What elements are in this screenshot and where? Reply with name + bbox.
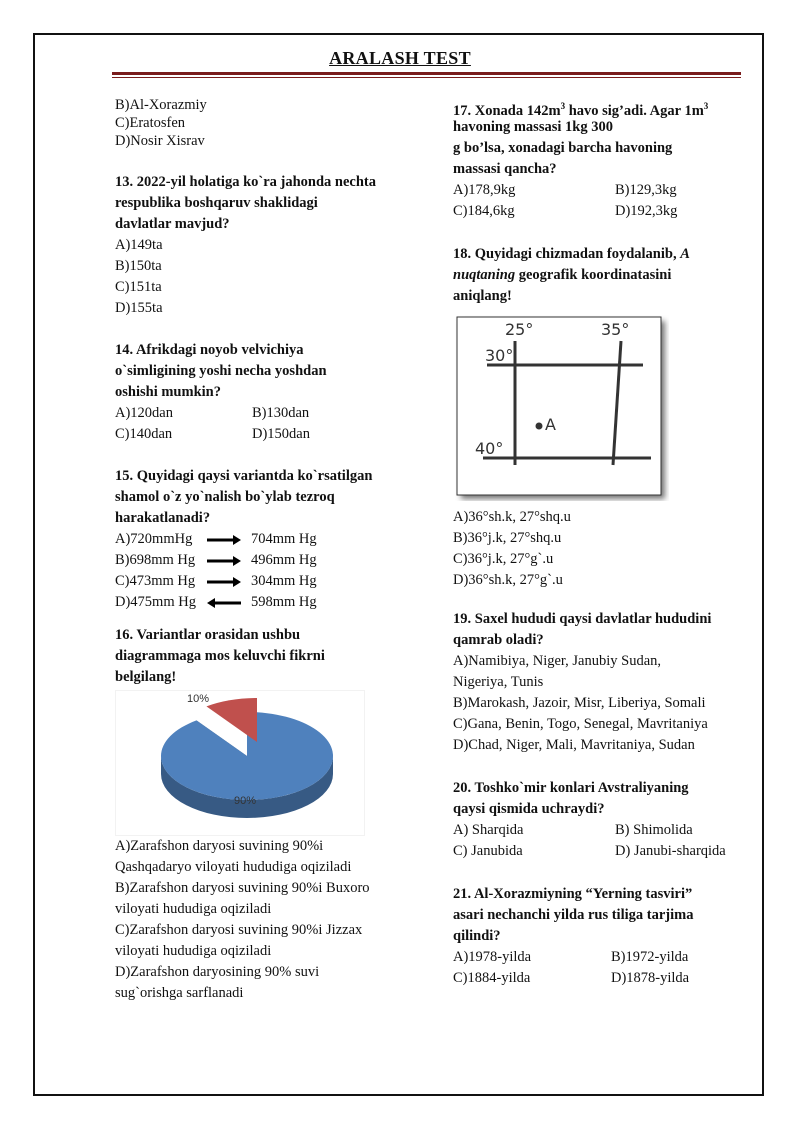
q16-option-c-2: viloyati hududiga oqiziladi (115, 943, 272, 959)
q16-option-a-1: A)Zarafshon daryosi suvining 90%i (115, 838, 324, 854)
q19-text-2: qamrab oladi? (453, 632, 544, 648)
question-13 (115, 172, 435, 319)
question-19 (453, 609, 753, 756)
q19-text-1: 19. Saxel hududi qaysi davlatlar hududini (453, 611, 712, 627)
q16-text-1: 16. Variantlar orasidan ushbu (115, 627, 301, 643)
q20-option-d: D) Janubi-sharqida (615, 843, 726, 859)
question-17 (453, 96, 753, 222)
q18-option-d: D)36°sh.k, 27°g`.u (453, 572, 563, 588)
q21-option-a: A)1978-yilda (453, 949, 532, 965)
q13-option-a: A)149ta (115, 237, 163, 253)
q18-option-c: C)36°j.k, 27°g`.u (453, 551, 554, 567)
page-title: ARALASH TEST (329, 48, 471, 68)
q20-text-2: qaysi qismida uchraydi? (453, 801, 605, 817)
q18-text-3: aniqlang! (453, 288, 512, 304)
q17-option-a: A)178,9kg (453, 182, 516, 198)
title-rule-thin (112, 77, 741, 78)
q15-option-a: A)720mmHg 704mm Hg (115, 531, 317, 547)
q15-text-3: harakatlanadi? (115, 510, 211, 526)
question-15 (115, 466, 435, 613)
q19-option-d: D)Chad, Niger, Mali, Mavritaniya, Sudan (453, 737, 695, 753)
svg-text:25°: 25° (505, 320, 534, 339)
q14-text-2: o`simligining yoshi necha yoshdan (115, 363, 327, 379)
q14-text-3: oshishi mumkin? (115, 384, 221, 400)
arrow-left-icon (207, 598, 241, 608)
q13-text-2: respublika boshqaruv shaklidagi (115, 195, 318, 211)
q14-option-b: B)130dan (252, 405, 310, 421)
q15-option-b: B)698mm Hg 496mm Hg (115, 552, 317, 568)
q16-option-d-2: sug`orishga sarflanadi (115, 985, 244, 1001)
q13-option-b: B)150ta (115, 258, 162, 274)
q14-option-d: D)150dan (252, 426, 310, 442)
q13-option-c: C)151ta (115, 279, 162, 295)
q18-option-a: A)36°sh.k, 27°shq.u (453, 509, 571, 525)
q21-text-2: asari nechanchi yilda rus tiliga tarjima (453, 907, 694, 923)
q20-option-a: A) Sharqida (453, 822, 524, 838)
q17-text-3: g bo’lsa, xonadagi barcha havoning (453, 140, 673, 156)
q21-text-1: 21. Al-Xorazmiyning “Yerning tasviri” (453, 886, 693, 902)
q15-option-d: D)475mm Hg 598mm Hg (115, 594, 317, 610)
q18-text-2: nuqtaning geografik koordinatasini (453, 267, 672, 283)
q21-option-b: B)1972-yilda (611, 949, 689, 965)
q19-option-c: C)Gana, Benin, Togo, Senegal, Mavritaniya (453, 716, 708, 732)
coordinate-map (453, 307, 753, 507)
pie-label-90: 90% (233, 795, 257, 807)
q14-option-c: C)140dan (115, 426, 173, 442)
q21-text-3: qilindi? (453, 928, 501, 944)
svg-text:A: A (545, 415, 556, 434)
q17-option-b: B)129,3kg (615, 182, 677, 198)
left-column (115, 96, 435, 1004)
svg-text:30°: 30° (485, 346, 514, 365)
right-column (453, 96, 753, 989)
question-16 (115, 625, 435, 1004)
pie-label-10: 10% (186, 693, 210, 705)
q17-text-4: massasi qancha? (453, 161, 557, 177)
svg-text:40°: 40° (475, 439, 504, 458)
q13-text-3: davlatlar mavjud? (115, 216, 230, 232)
q13-text-1: 13. 2022-yil holatiga ko`ra jahonda nechta (115, 174, 377, 190)
coordinate-grid-diagram (455, 315, 669, 501)
q12-option-b: B)Al-Xorazmiy (115, 97, 207, 113)
q16-option-b-1: B)Zarafshon daryosi suvining 90%i Buxoro (115, 880, 370, 896)
q16-text-3: belgilang! (115, 669, 177, 685)
q15-text-1: 15. Quyidagi qaysi variantda ko`rsatilgan (115, 468, 373, 484)
q17-text-1: 17. Xonada $142m^3$ havo sig’adi. Agar $1m^3$ (453, 101, 709, 119)
q20-option-c: C) Janubida (453, 843, 523, 859)
q16-option-b-2: viloyati hududiga oqiziladi (115, 901, 272, 917)
q16-option-d-1: D)Zarafshon daryosining 90% suvi (115, 964, 320, 980)
svg-text:35°: 35° (601, 320, 630, 339)
q12-option-c: C)Eratosfen (115, 115, 186, 131)
q14-text-1: 14. Afrikdagi noyob velvichiya (115, 342, 304, 358)
q15-text-2: shamol o`z yo`nalish bo`ylab tezroq (115, 489, 335, 505)
q16-option-c-1: C)Zarafshon daryosi suvining 90%i Jizzax (115, 922, 363, 938)
q21-option-d: D)1878-yilda (611, 970, 690, 986)
arrow-right-icon (207, 556, 241, 566)
q17-option-c: C)184,6kg (453, 203, 515, 219)
pie-chart-container (115, 688, 435, 836)
arrow-right-icon (207, 577, 241, 587)
q20-text-1: 20. Toshko`mir konlari Avstraliyaning (453, 780, 689, 796)
q18-option-b: B)36°j.k, 27°shq.u (453, 530, 562, 546)
q16-text-2: diagrammaga mos keluvchi fikrni (115, 648, 325, 664)
arrow-right-icon (207, 535, 241, 545)
q12-option-d: D)Nosir Xisrav (115, 133, 205, 149)
q18-text-1: 18. Quyidagi chizmadan foydalanib, A (453, 246, 690, 262)
q13-option-d: D)155ta (115, 300, 163, 316)
title-rule (112, 72, 741, 75)
q19-option-b: B)Marokash, Jazoir, Misr, Liberiya, Somali (453, 695, 706, 711)
q17-option-d: D)192,3kg (615, 203, 678, 219)
pie-chart (115, 690, 365, 836)
q15-option-c: C)473mm Hg 304mm Hg (115, 573, 317, 589)
q14-option-a: A)120dan (115, 405, 173, 421)
q20-option-b: B) Shimolida (615, 822, 693, 838)
q16-option-a-2: Qashqadaryo viloyati hududiga oqiziladi (115, 859, 352, 875)
q19-option-a-1: A)Namibiya, Niger, Janubiy Sudan, (453, 653, 662, 669)
q17-text-2: havoning massasi 1kg 300 (453, 119, 613, 135)
q19-option-a-2: Nigeriya, Tunis (453, 674, 544, 690)
q21-option-c: C)1884-yilda (453, 970, 531, 986)
question-14 (115, 340, 435, 445)
question-21 (453, 884, 753, 989)
question-20 (453, 778, 753, 862)
question-18 (453, 244, 753, 591)
